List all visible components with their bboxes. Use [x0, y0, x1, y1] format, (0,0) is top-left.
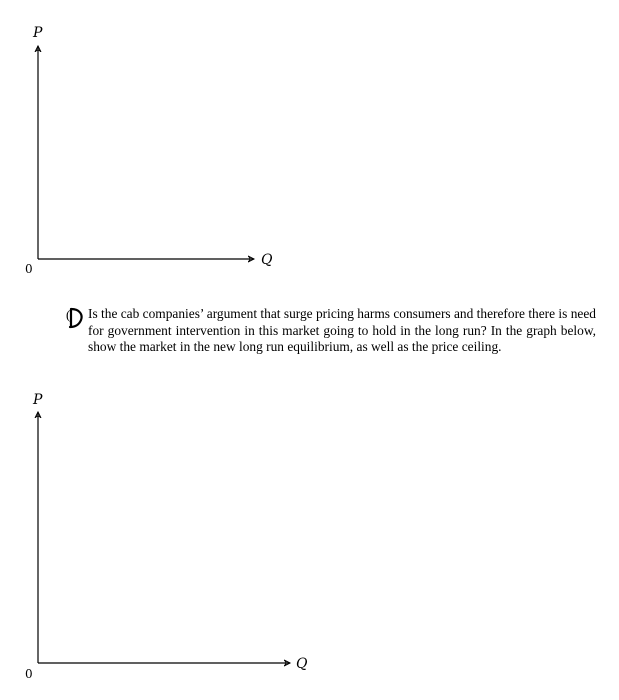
top-origin-label: 0 [25, 262, 33, 276]
top-x-axis-label: Q [261, 252, 273, 268]
top-y-axis-label: P [33, 25, 43, 41]
question-marker [64, 305, 86, 329]
bottom-origin-label: 0 [25, 667, 33, 681]
bottom-y-axis-label: P [33, 392, 43, 408]
top-graph [0, 0, 619, 290]
question-paren: ( [66, 307, 71, 322]
question-text: Is the cab companies’ argument that surge pricing harms consumers and therefore there is need for government intervention in this market going to hold in the long run? In the graph below, show the market in the new long run equilibrium, as well as the price ceiling. [88, 306, 596, 354]
handwritten-d-mark [70, 309, 82, 327]
bottom-x-axis-label: Q [296, 656, 308, 672]
